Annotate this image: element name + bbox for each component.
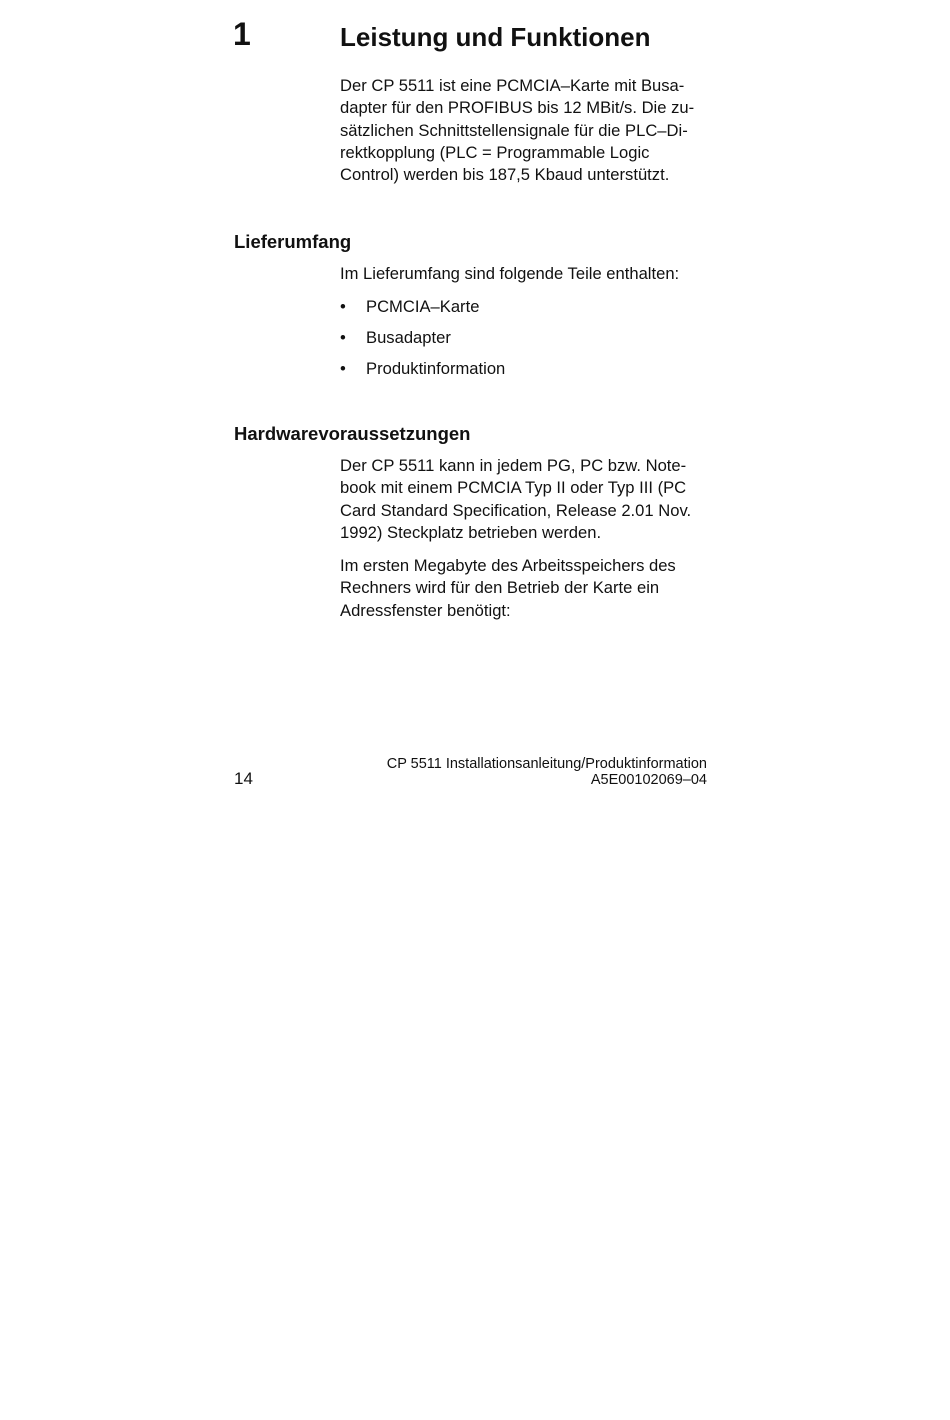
hardware-line: Card Standard Specification, Release 2.01 Nov. [340, 500, 692, 520]
hardware-line: Adressfenster benötigt: [340, 600, 511, 620]
intro-paragraph [340, 75, 720, 186]
lieferumfang-intro [340, 263, 720, 285]
hardware-line: book mit einem PCMCIA Typ II oder Typ III (PC [340, 478, 687, 498]
hardware-heading: Hardwarevoraussetzungen [234, 423, 471, 444]
hardware-line: 1992) Steckplatz betrieben werden. [340, 522, 602, 542]
hardware-line: Im ersten Megabyte des Arbeitsspeichers des [340, 556, 676, 575]
list-item [340, 296, 479, 318]
intro-line: Control) werden bis 187,5 Kbaud unterstützt. [340, 165, 670, 185]
chapter-title: Leistung und Funktionen [340, 22, 651, 52]
list-item-label: PCMCIA–Karte [366, 297, 480, 316]
lieferumfang-heading: Lieferumfang [234, 231, 352, 252]
list-item-label: Produktinformation [366, 359, 506, 378]
chapter-number: 1 [233, 16, 251, 52]
footer-doc-id: A5E00102069–04 [590, 772, 707, 788]
bullet-icon: • [340, 328, 346, 347]
intro-line: Der CP 5511 ist eine PCMCIA–Karte mit Busa- [340, 76, 685, 95]
hardware-paragraph-2 [340, 555, 720, 622]
intro-line: rektkopplung (PLC = Programmable Logic [340, 142, 650, 162]
bullet-icon: • [340, 297, 346, 316]
list-item-label: Busadapter [366, 328, 451, 347]
hardware-line: Rechners wird für den Betrieb der Karte ein [340, 578, 660, 598]
hardware-paragraph-1 [340, 455, 720, 544]
hardware-line: Der CP 5511 kann in jedem PG, PC bzw. Note- [340, 456, 687, 475]
bullet-icon: • [340, 359, 346, 378]
page-number: 14 [234, 769, 253, 788]
intro-line: sätzlichen Schnittstellensignale für die PLC–Di- [340, 120, 688, 140]
list-item [340, 327, 451, 349]
footer-document-info [387, 756, 707, 788]
list-item [340, 358, 505, 380]
footer-doc-title: CP 5511 Installationsanleitung/Produktinformation [386, 756, 707, 772]
intro-line: dapter für den PROFIBUS bis 12 MBit/s. Die zu- [340, 98, 695, 118]
lieferumfang-intro-text: Im Lieferumfang sind folgende Teile enthalten: [340, 264, 680, 283]
